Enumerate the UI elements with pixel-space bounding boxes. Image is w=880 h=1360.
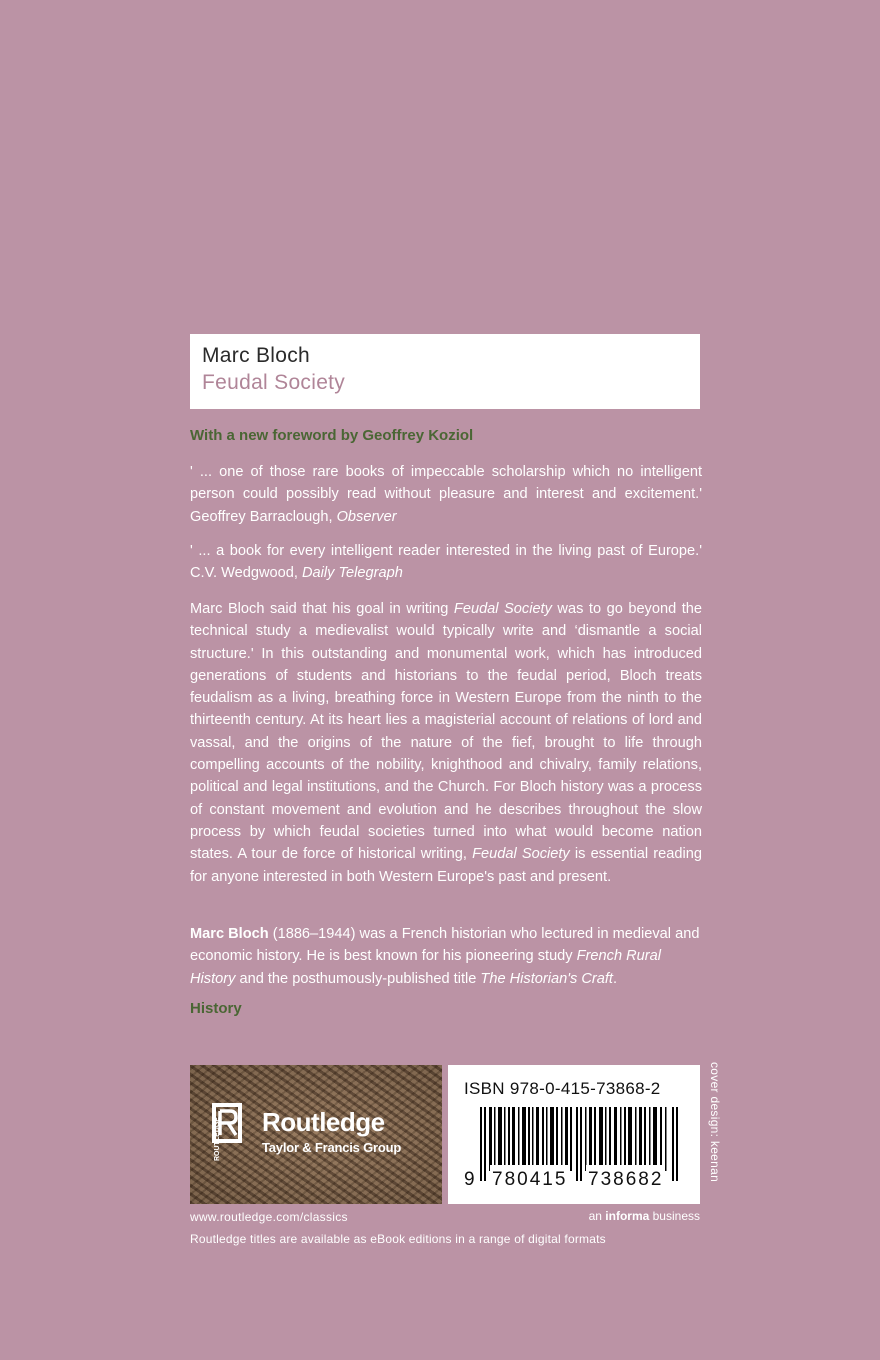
ebook-note: Routledge titles are available as eBook editions in a range of digital formats <box>190 1232 606 1246</box>
informa-prefix: an <box>588 1209 606 1223</box>
foreword-line: With a new foreword by Geoffrey Koziol <box>190 427 474 444</box>
publisher-group: Taylor & Francis Group <box>262 1140 402 1155</box>
quote-source: Observer <box>336 508 397 525</box>
publisher-logo-block <box>190 1065 442 1204</box>
bio-text: . <box>612 970 618 987</box>
publisher-website: www.routledge.com/classics <box>190 1210 348 1224</box>
description-text: is essential reading for anyone interested in both Western Europe's past and present. <box>190 846 702 885</box>
description-italic: Feudal Society <box>453 601 552 617</box>
barcode-digits-right: 738682 <box>586 1165 665 1195</box>
isbn-barcode-box <box>448 1065 700 1204</box>
title-box <box>190 334 700 409</box>
barcode-digits-left: 780415 <box>490 1165 569 1195</box>
quote-text: ' ... one of those rare books of impeccable scholarship which no intelligent person could possibly read without pleasure and interest and excitement.' Geoffrey Barraclough, <box>190 464 702 525</box>
bio-text: (1886–1944) was a French historian who lectured in medieval and economic history. He is best known for his pioneering study <box>190 926 700 965</box>
informa-tagline <box>589 1209 700 1223</box>
quote-text: ' ... a book for every intelligent reader interested in the living past of Europe.' C.V. Wedgwood, <box>190 543 702 582</box>
bio-name: Marc Bloch <box>190 926 269 942</box>
barcode-digits <box>462 1165 688 1195</box>
routledge-logo-icon <box>210 1103 250 1163</box>
quote-barraclough <box>190 461 702 528</box>
informa-suffix: business <box>649 1209 700 1223</box>
svg-text:ROUTLEDGE: ROUTLEDGE <box>214 1117 221 1161</box>
book-title: Feudal Society <box>202 371 346 394</box>
description-text: Marc Bloch said that his goal in writing <box>190 601 454 617</box>
isbn-label: ISBN 978-0-415-73868-2 <box>464 1079 661 1098</box>
quote-wedgwood <box>190 540 702 585</box>
cover-design-credit: cover design: keenan <box>708 1062 722 1183</box>
description-text: was to go beyond the technical study a medievalist would typically write and ‘dismantle a social structure.' In this outstanding and monumental work, which has introduced generations of students and historians to the feudal period, Bloch treats feudalism as a living, breathing force in Western Europe from the ninth to the thirteenth century. At its heart lies a magisterial account of relations of lord and vassal, and the origins of the nature of the fief, brought to life through compelling accounts of the nobility, knighthood and chivalry, family relations, political and legal institutions, and the Church. For Bloch history was a process of constant movement and evolution and he describes throughout the slow process by which feudal societies turned into what would become nation states. A tour de force of historical writing, <box>190 601 702 863</box>
barcode-digit-first: 9 <box>462 1165 477 1195</box>
subject-category: History <box>190 1000 242 1017</box>
bio-text: and the posthumously-published title <box>235 970 481 987</box>
bio-italic: French Rural History <box>190 948 662 987</box>
bio-italic: The Historian's Craft <box>480 970 613 987</box>
description-italic: Feudal Society <box>472 846 570 863</box>
author-bio <box>190 923 702 990</box>
informa-brand: informa <box>605 1209 650 1223</box>
author-name: Marc Bloch <box>202 344 311 367</box>
quote-source: Daily Telegraph <box>301 565 403 582</box>
publisher-name: Routledge <box>262 1107 385 1137</box>
book-description <box>190 598 702 888</box>
